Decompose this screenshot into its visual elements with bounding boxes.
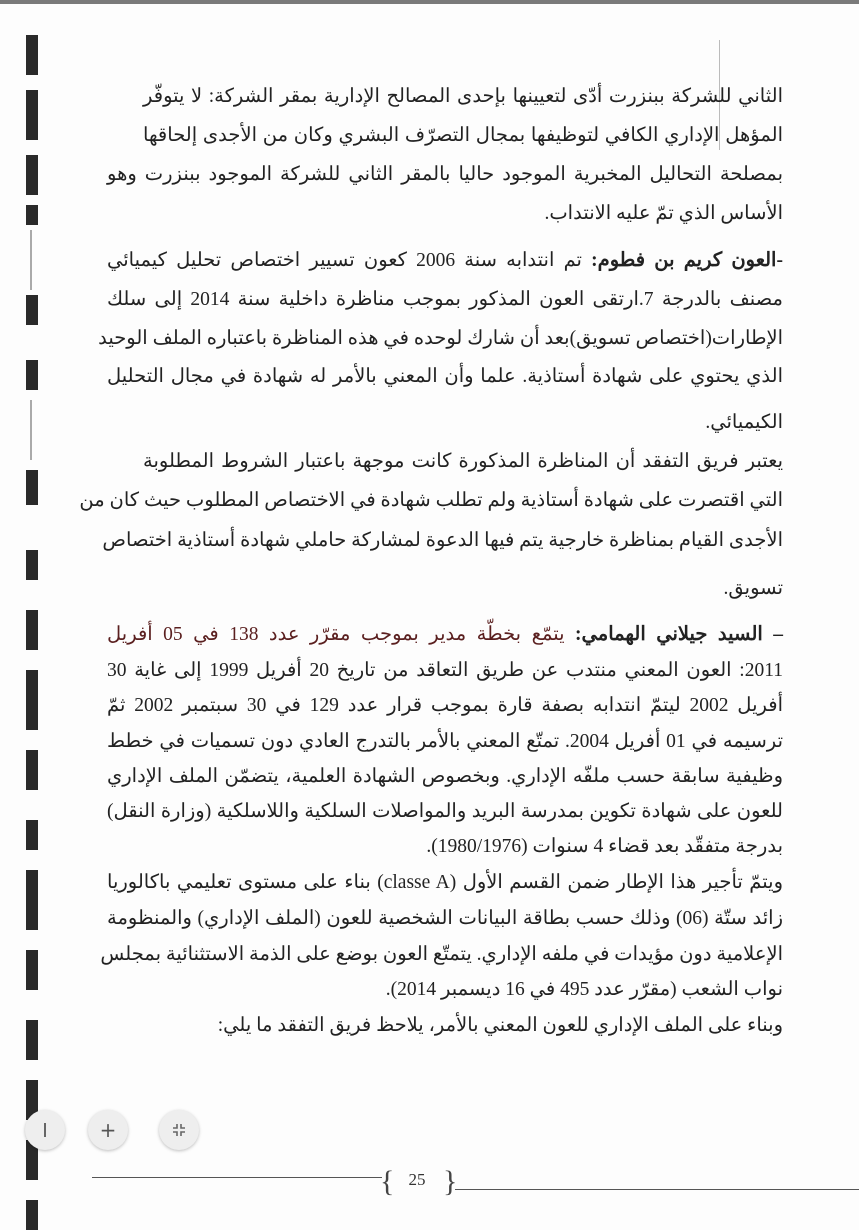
zoom-in-button[interactable] bbox=[88, 1110, 128, 1150]
brace-right: } bbox=[443, 1165, 458, 1198]
window-top-border bbox=[0, 0, 859, 4]
text-line: تسويق. bbox=[723, 578, 783, 599]
brace-left: { bbox=[380, 1165, 395, 1198]
text-line: الأساس الذي تمّ عليه الانتداب. bbox=[544, 203, 783, 224]
text-line: الإعلامية دون مؤيدات في ملفه الإداري. يتمتّع العون بوضع على الذمة الاستثنائية بمجلس bbox=[100, 944, 783, 965]
minus-icon bbox=[44, 1123, 46, 1137]
person-name: – السيد جيلاني الهمامي: bbox=[575, 624, 784, 645]
text-line: أفريل 2002 ليتمّ انتدابه بصفة قارة بموجب قرار عدد 129 في 30 سبتمبر 2002 ثمّ bbox=[107, 695, 784, 716]
person-name: -العون كريم بن فطوم: bbox=[591, 250, 783, 271]
text-line: الذي يحتوي على شهادة أستاذية. علما وأن المعني بالأمر له شهادة في مجال التحليل bbox=[107, 366, 783, 387]
text-line: يعتبر فريق التفقد أن المناظرة المذكورة كانت موجهة باعتبار الشروط المطلوبة bbox=[143, 451, 783, 472]
text-line: المؤهل الإداري الكافي لتوظيفها بمجال التصرّف البشري وكان من الأجدى إلحاقها bbox=[143, 125, 783, 146]
text-line bbox=[107, 248, 783, 272]
page-number: 25 bbox=[408, 1170, 426, 1189]
text-span: تم انتدابه سنة 2006 كعون تسيير اختصاص تحليل كيميائي bbox=[107, 250, 592, 271]
text-line: 2011: العون المعني منتدب عن طريق التعاقد من تاريخ 20 أفريل 1999 إلى غاية 30 bbox=[107, 660, 783, 681]
plus-icon: + bbox=[99, 1118, 117, 1142]
text-line: مصنف بالدرجة 7.ارتقى العون المذكور بموجب مناظرة داخلية سنة 2014 إلى سلك bbox=[107, 289, 783, 310]
text-line: الكيميائي. bbox=[705, 412, 783, 433]
text-line: وبناء على الملف الإداري للعون المعني بالأمر، يلاحظ فريق التفقد ما يلي: bbox=[217, 1015, 783, 1036]
text-line: الأجدى القيام بمناظرة خارجية يتم فيها الدعوة لمشاركة حاملي شهادة أستاذية اختصاص bbox=[102, 530, 783, 551]
fit-page-button[interactable] bbox=[159, 1110, 199, 1150]
text-line: الإطارات(اختصاص تسويق)بعد أن شارك لوحده في هذه المناظرة باعتباره الملف الوحيد bbox=[98, 328, 783, 349]
text-line: بمصلحة التحاليل المخبرية الموجود حاليا بالمقر الثاني للشركة الموجود ببنزرت وهو bbox=[107, 164, 783, 185]
text-span: يتمّع بخطّة مدير بموجب مقرّر عدد 138 في 05 أفريل bbox=[107, 624, 575, 645]
text-line: ترسيمه في 01 أفريل 2004. تمتّع المعني بالأمر بالتدرج العادي دون تسميات في خطط bbox=[107, 731, 783, 752]
footer-rule-left bbox=[92, 1177, 382, 1178]
text-line: التي اقتصرت على شهادة أستاذية ولم تطلب شهادة في الاختصاص المطلوب حيث كان من bbox=[79, 490, 783, 511]
text-line: للعون على شهادة تكوين بمدرسة البريد والمواصلات السلكية واللاسلكية (وزارة النقل) bbox=[107, 801, 783, 822]
footer-rule-right bbox=[455, 1189, 859, 1190]
text-line: الثاني للشركة ببنزرت أدّى لتعيينها بإحدى المصالح الإدارية بمقر الشركة: لا يتوفّر bbox=[143, 86, 783, 107]
text-line: ويتمّ تأجير هذا الإطار ضمن القسم الأول (classe A) بناء على مستوى تعليمي باكالوريا bbox=[107, 872, 783, 893]
text-line: بدرجة متفقّد بعد قضاء 4 سنوات (1980/1976). bbox=[426, 836, 783, 857]
text-line: وظيفية سابقة حسب ملفّه الإداري. وبخصوص الشهادة العلمية، يتضمّن الملف الإداري bbox=[107, 766, 783, 787]
text-line bbox=[107, 622, 783, 646]
text-line: نواب الشعب (مقرّر عدد 495 في 16 ديسمبر 2014). bbox=[385, 979, 783, 1000]
scan-binding-edge bbox=[26, 30, 40, 1220]
text-line: زائد ستّة (06) وذلك حسب بطاقة البيانات الشخصية للعون (الملف الإداري) والمنظومة bbox=[107, 908, 783, 929]
zoom-out-button[interactable] bbox=[25, 1110, 65, 1150]
collapse-icon bbox=[171, 1122, 187, 1138]
